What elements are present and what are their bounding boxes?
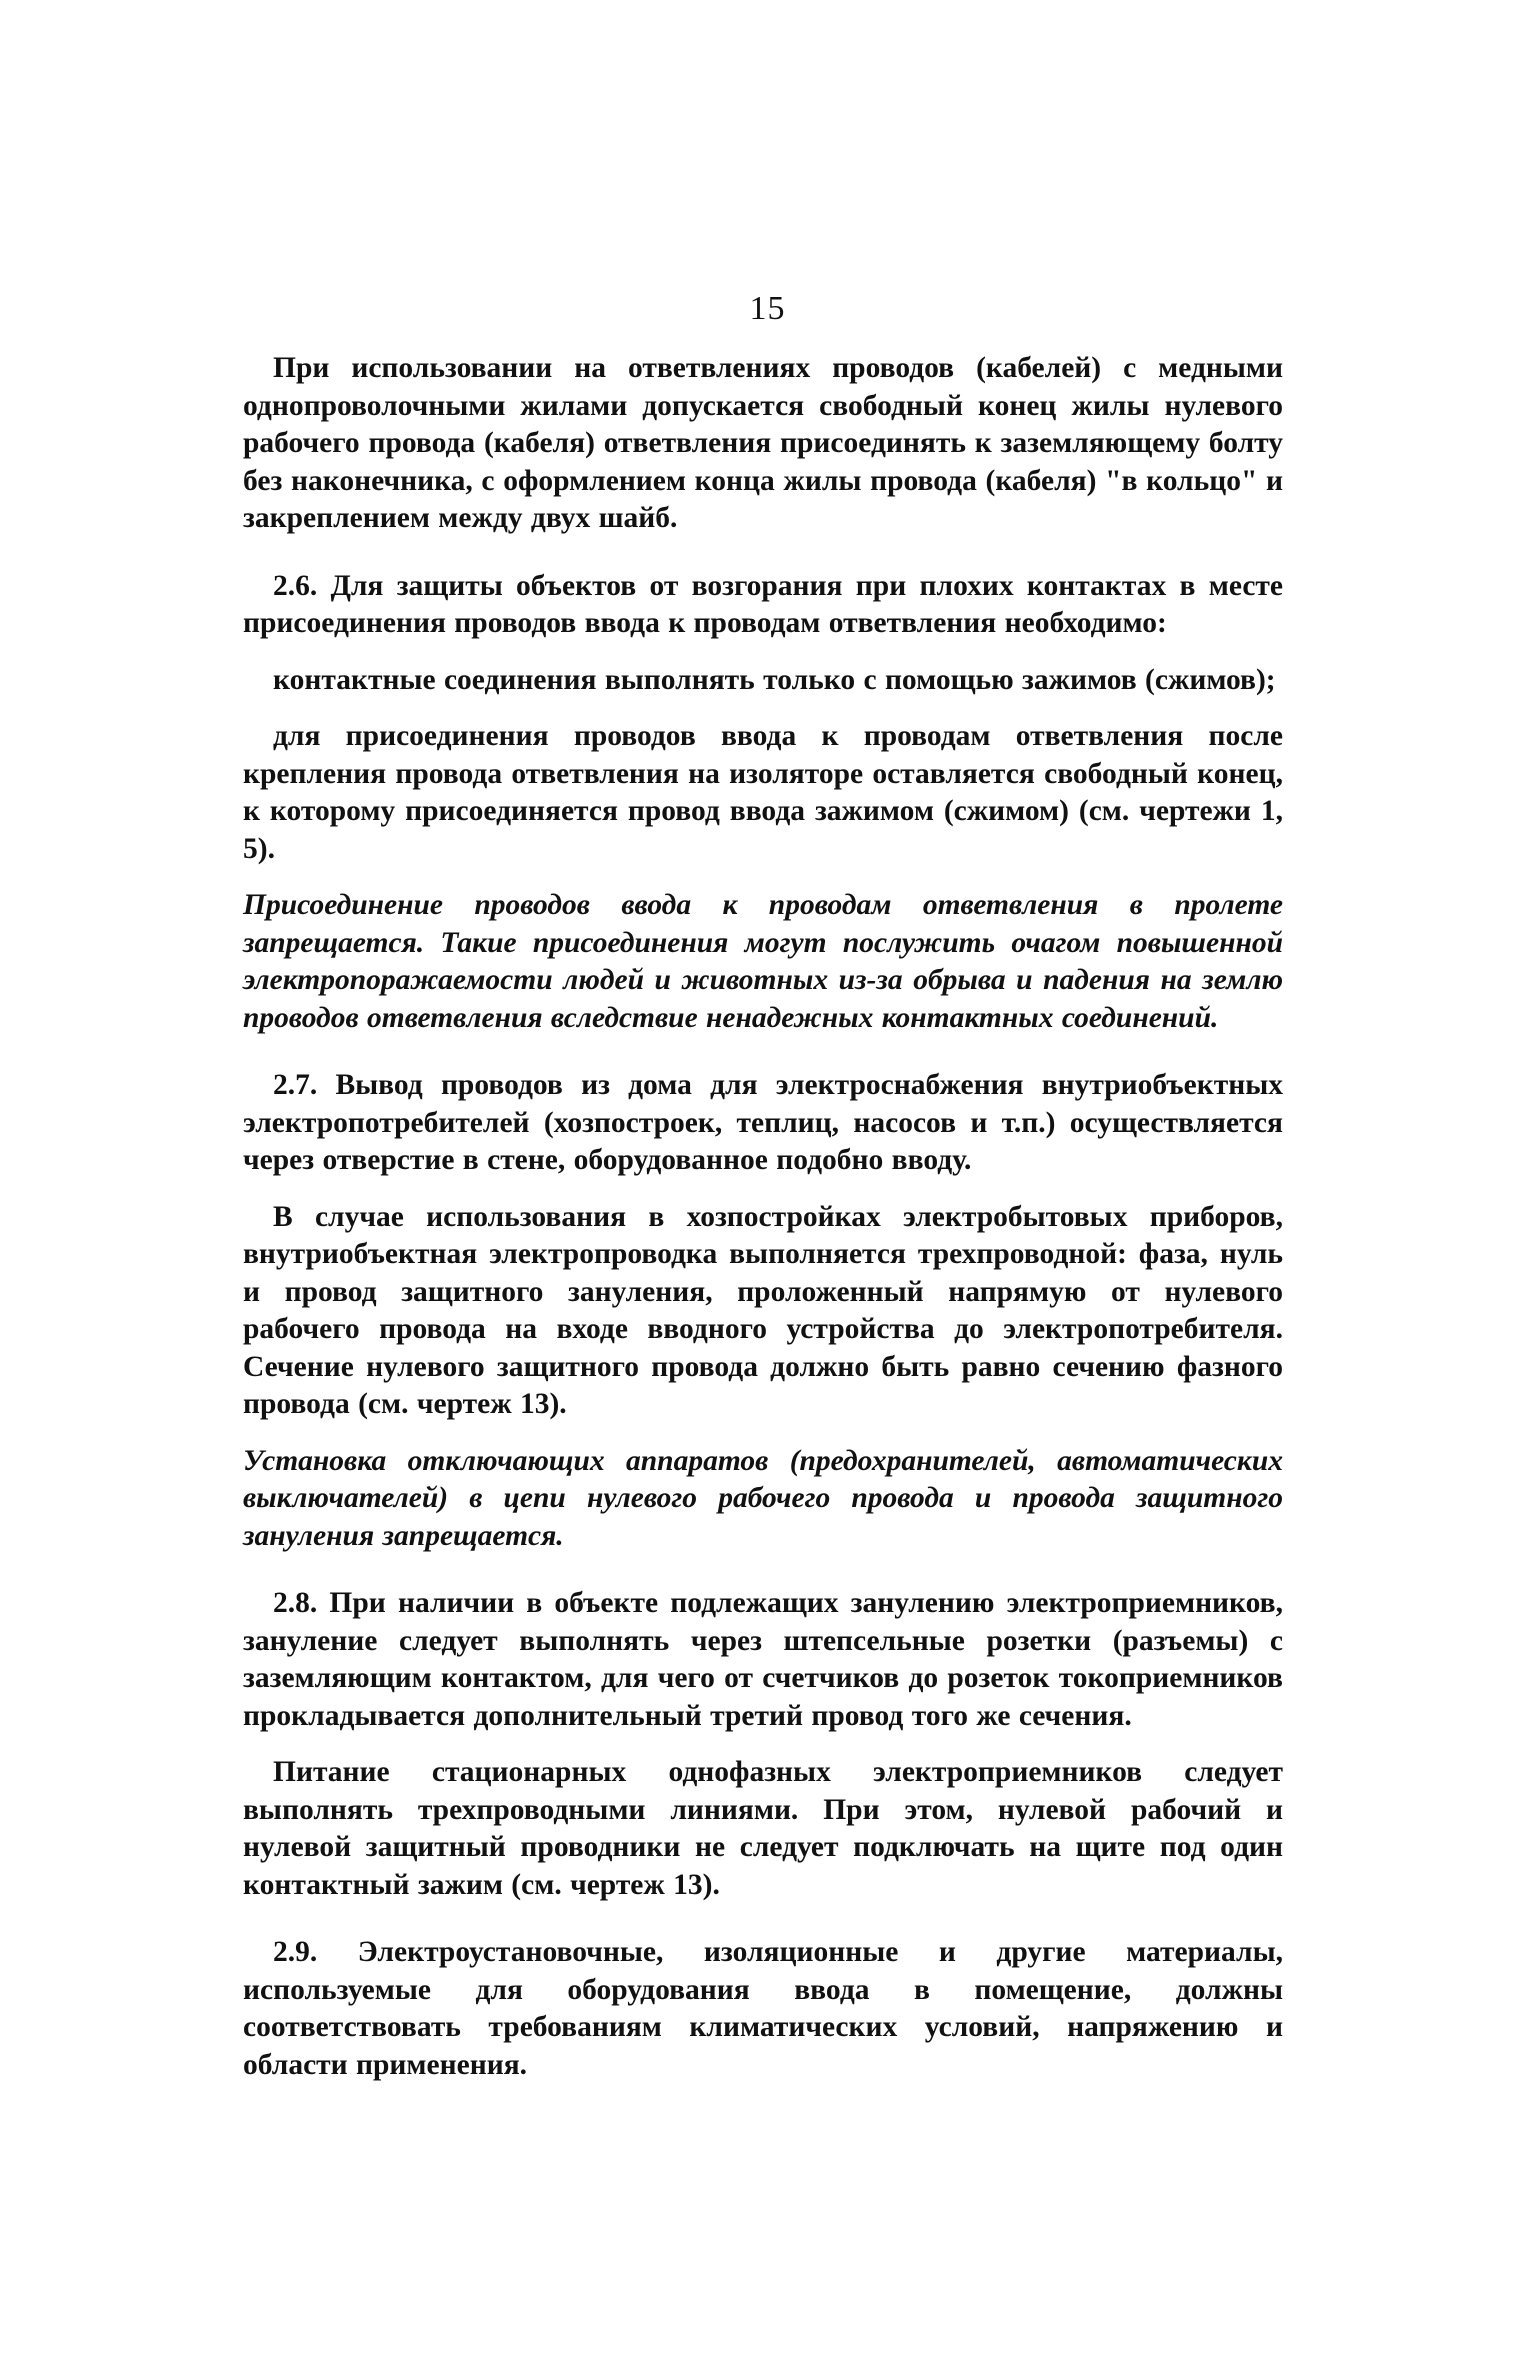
paragraph-2-8-power-supply: Питание стационарных однофазных электроприемников следует выполнять трехпроводными линиями. При этом, нулевой рабочий и нулевой защитный проводники не следует подключать на щите под один контактный зажим (см. чертеж 13). [243, 1756, 1283, 1901]
paragraph-2-7-prohibition: Установка отключающих аппаратов (предохранителей, автоматических выключателей) в цепи нулевого рабочего провода и провода защитного зануления запрещается. [243, 1444, 1283, 1552]
paragraph-2-7-three-wire: В случае использования в хозпостройках электробытовых приборов, внутриобъектная электропроводка выполняется трехпроводной: фаза, нуль и провод защитного зануления, проложенный напрямую от нулевого рабочего провода на входе вводного устройства до электропотребителя. Сечение нулевого защитного провода должно быть равно сечению фазного провода (см. чертеж 13). [243, 1200, 1283, 1420]
paragraph-2-6-intro: 2.6. Для защиты объектов от возгорания при плохих контактах в месте присоединения проводов ввода к проводам ответвления необходимо: [243, 569, 1283, 639]
paragraph-2-6-prohibition: Присоединение проводов ввода к проводам ответвления в пролете запрещается. Такие присоединения могут послужить очагом повышенной электропоражаемости людей и животных из-за обрыва и падения на землю проводов ответвления вследствие ненадежных контактных соединений. [243, 889, 1283, 1034]
page-number: 15 [749, 290, 786, 327]
paragraph-2-9-materials: 2.9. Электроустановочные, изоляционные и другие материалы, используемые для оборудования ввода в помещение, должны соответствовать требованиям климатических условий, напряжению и области применения. [243, 1936, 1283, 2081]
paragraph-2-7-wire-output: 2.7. Вывод проводов из дома для электроснабжения внутриобъектных электропотребителей (хозпостроек, теплиц, насосов и т.п.) осуществляется через отверстие в стене, оборудованное подобно вводу. [243, 1069, 1283, 1176]
paragraph-2-6-clamps: контактные соединения выполнять только с помощью зажимов (сжимов); [273, 663, 1276, 696]
paragraph-zero-conductor-ring: При использовании на ответвлениях проводов (кабелей) с медными однопроволочными жилами допускается свободный конец жилы нулевого рабочего провода (кабеля) ответвления присоединять к заземляющему болту без наконечника, с оформлением конца жилы провода (кабеля) "в кольцо" и закреплением между двух шайб. [243, 352, 1283, 534]
paragraph-2-6-free-end: для присоединения проводов ввода к проводам ответвления после крепления провода ответвления на изоляторе оставляется свободный конец, к которому присоединяется провод ввода зажимом (сжимом) (см. чертежи 1, 5). [243, 720, 1283, 865]
document-body [243, 350, 1283, 2103]
paragraph-2-8-grounding: 2.8. При наличии в объекте подлежащих занулению электроприемников, зануление следует выполнять через штепсельные розетки (разъемы) с заземляющим контактом, для чего от счетчиков до розеток токоприемников прокладывается дополнительный третий провод того же сечения. [243, 1587, 1283, 1732]
